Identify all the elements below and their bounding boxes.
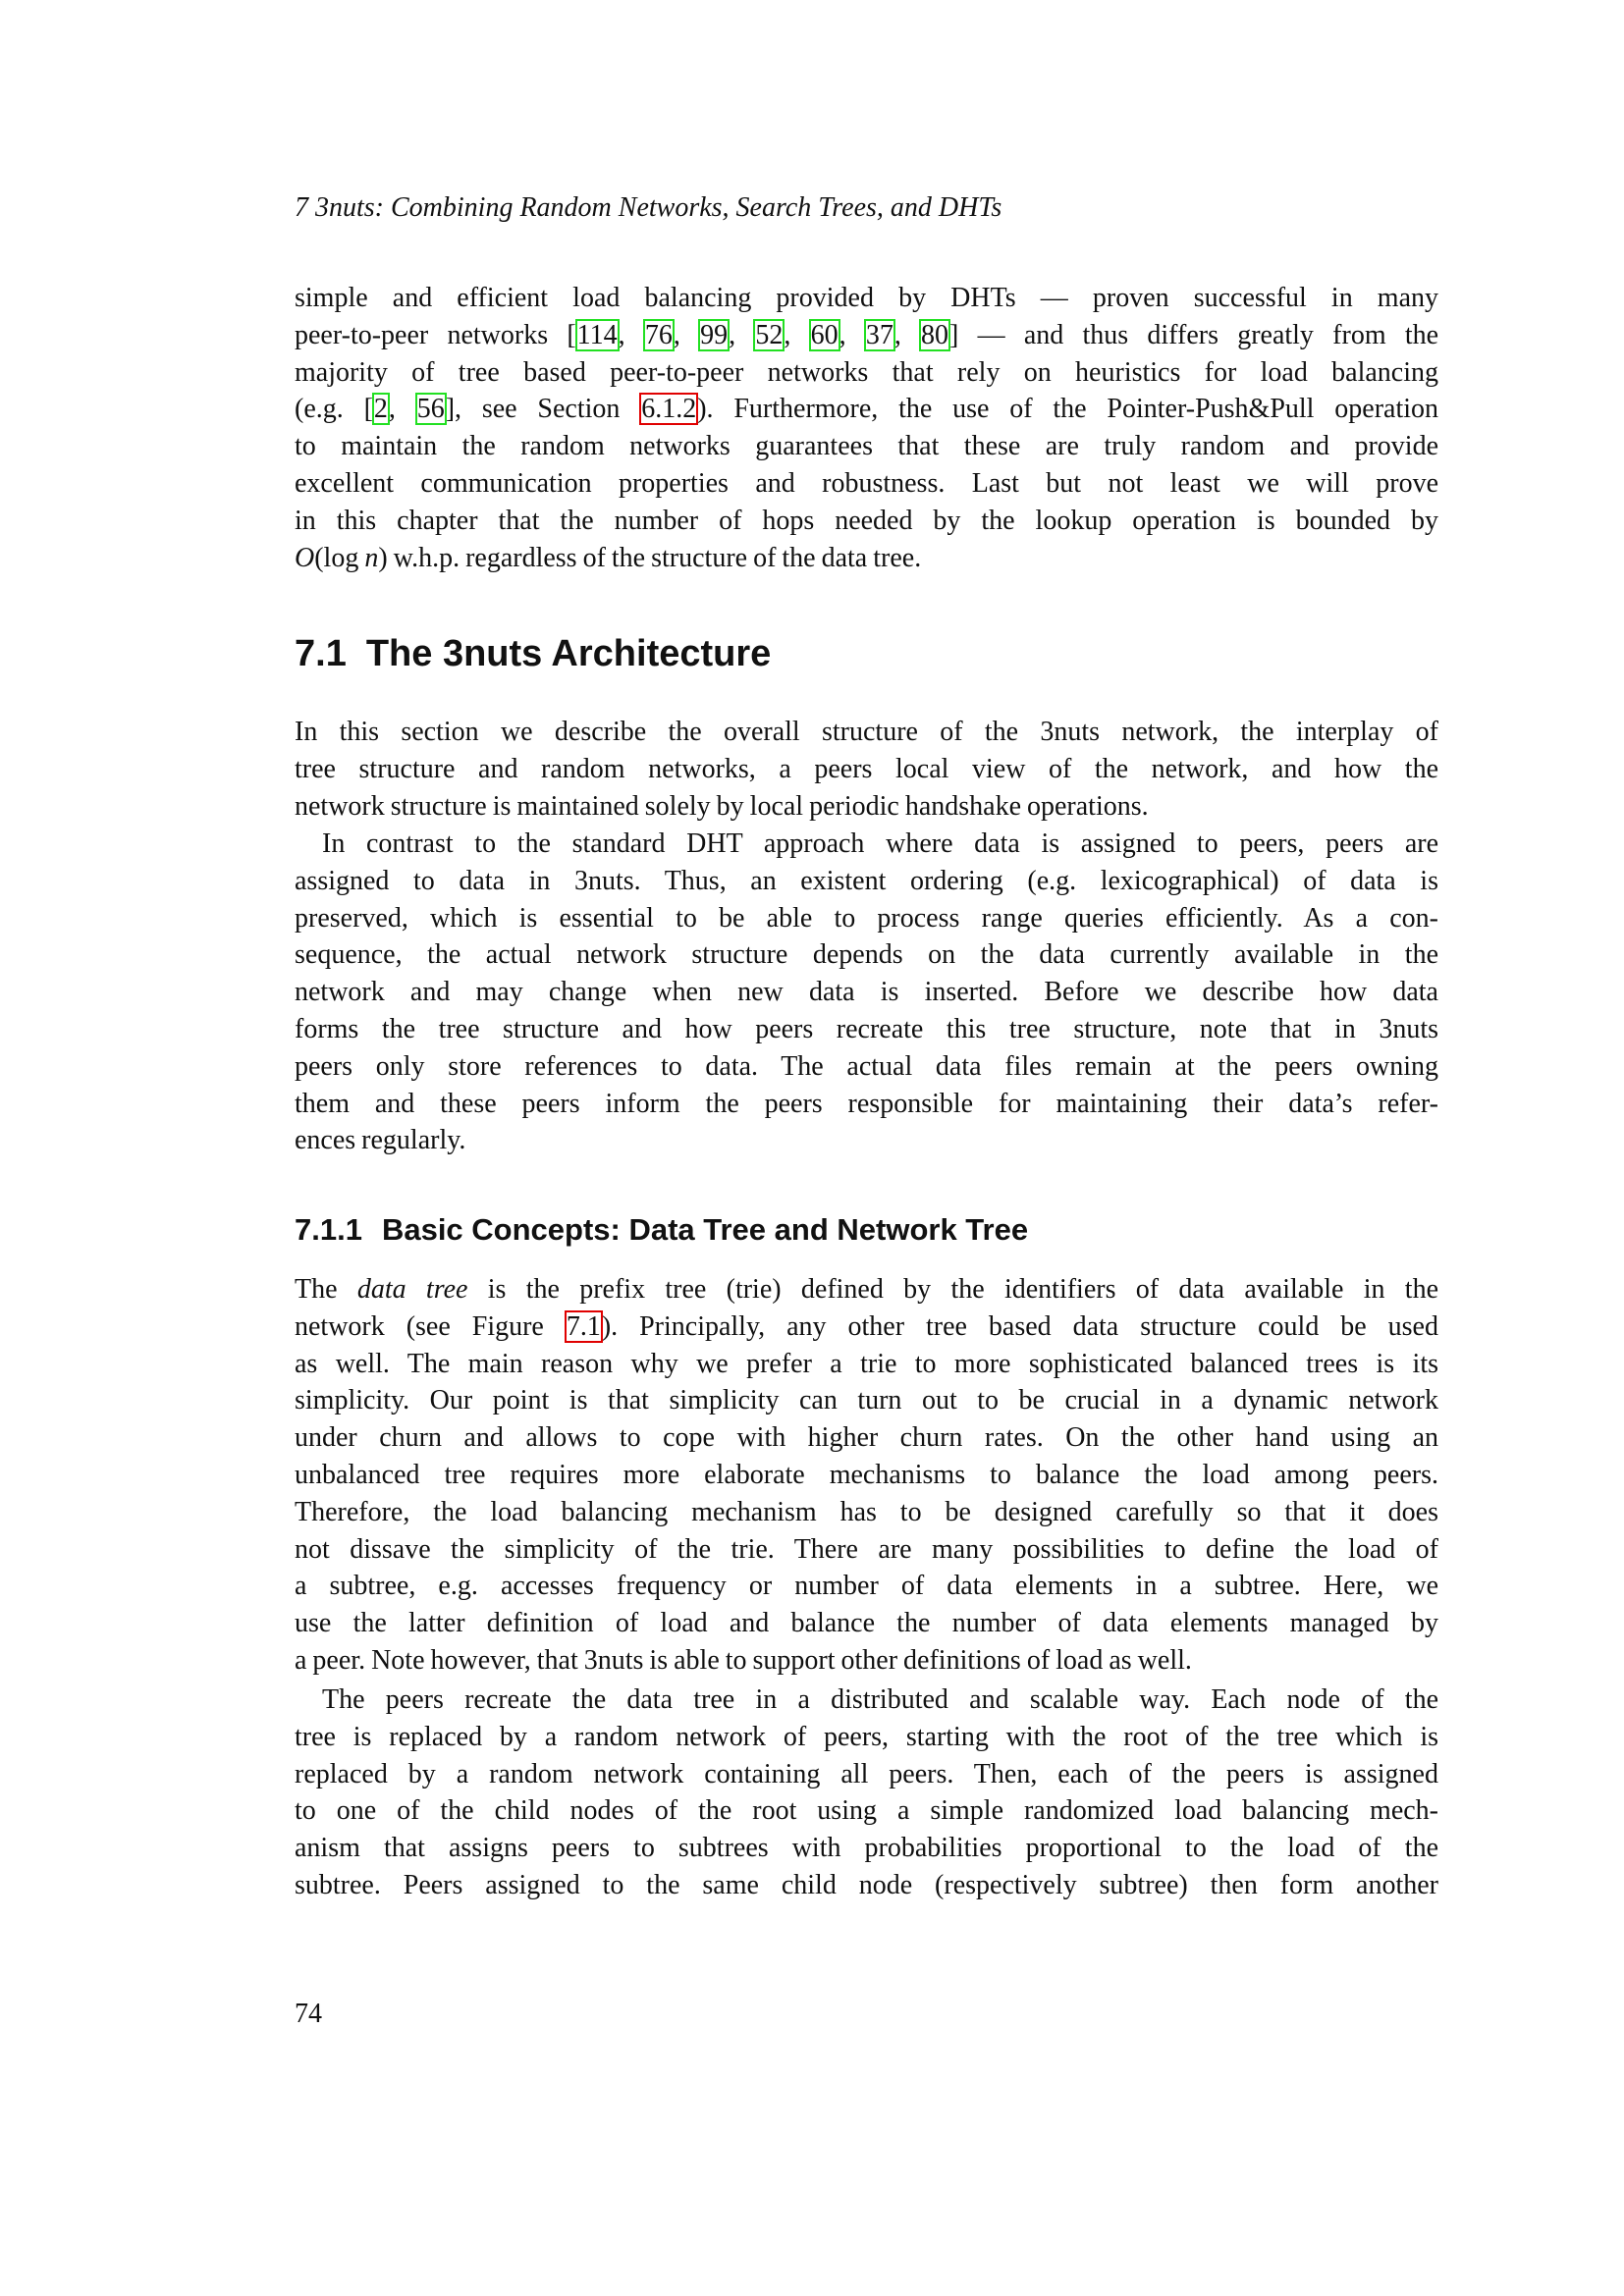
text-run: to one of the child nodes of the root using a simple randomized load balancing mech-	[295, 1795, 1438, 1827]
text-line	[295, 317, 1438, 354]
text-run: anism that assigns peers to subtrees with probabilities proportional to the load of the	[295, 1833, 1438, 1864]
text-run: assigned to data in 3nuts. Thus, an existent ordering (e.g. lexicographical) of data is	[295, 865, 1438, 896]
text-run: majority of tree based peer-to-peer networks that rely on heuristics for load balancing	[295, 356, 1438, 388]
subsection-title: Basic Concepts: Data Tree and Network Tree	[381, 1212, 1029, 1247]
paragraph-peers-recreate	[295, 1682, 1438, 1904]
text-run: ,	[784, 319, 810, 350]
cross-reference-link[interactable]: 7.1	[566, 1310, 601, 1342]
text-run: ,	[673, 319, 700, 350]
text-run: to maintain the random networks guarantees that these are truly random and provide	[295, 431, 1438, 462]
text-line	[295, 428, 1438, 465]
text-line	[295, 1792, 1438, 1830]
text-run: a peer. Note however, that 3nuts is able to support other definitions of load as well.	[295, 1644, 1192, 1676]
text-line	[295, 1382, 1438, 1419]
text-run: peer-to-peer networks [	[295, 319, 576, 350]
text-run: sequence, the actual network structure depends on the data currently available in the	[295, 939, 1438, 971]
text-run: tree structure and random networks, a peers local view of the network, and how the	[295, 753, 1438, 784]
text-line	[295, 1419, 1438, 1457]
text-run: subtree. Peers assigned to the same child node (respectively subtree) then form another	[295, 1869, 1438, 1900]
text-run: is the prefix tree (trie) defined by the identifiers of data available in the	[467, 1274, 1438, 1305]
text-line	[295, 974, 1438, 1011]
text-line	[295, 280, 1438, 317]
text-run: In this section we describe the overall structure of the 3nuts network, the interplay of	[295, 717, 1438, 747]
text-run: forms the tree structure and how peers recreate this tree structure, note that in 3nuts	[295, 1013, 1438, 1044]
section-heading	[295, 633, 771, 675]
citation-link[interactable]: 114	[576, 319, 618, 350]
paragraph-intro	[295, 280, 1438, 576]
text-line	[295, 391, 1438, 428]
text-run: simple and efficient load balancing provided by DHTs — proven successful in many	[295, 283, 1438, 313]
text-line	[295, 751, 1438, 788]
section-title: The 3nuts Architecture	[365, 633, 772, 674]
text-run: ,	[388, 394, 416, 425]
subsection-number: 7.1.1	[295, 1212, 362, 1247]
text-run: in this chapter that the number of hops needed by the lookup operation is bounded by	[295, 505, 1438, 536]
text-run: ] — and thus differs greatly from the	[949, 319, 1439, 350]
text-line	[295, 1756, 1438, 1793]
text-run: network and may change when new data is inserted. Before we describe how data	[295, 977, 1438, 1008]
text-run: ). Principally, any other tree based data structure could be used	[601, 1310, 1438, 1342]
text-run: them and these peers inform the peers responsible for maintaining their data’s refer-	[295, 1088, 1438, 1119]
text-line	[295, 788, 1438, 826]
text-run: ) w.h.p. regardless of the structure of the data tree.	[378, 542, 922, 573]
text-run: unbalanced tree requires more elaborate mechanisms to balance the load among peers.	[295, 1459, 1438, 1490]
text-line	[295, 900, 1438, 937]
text-run: simplicity. Our point is that simplicity can turn out to be crucial in a dynamic network	[295, 1385, 1438, 1416]
text-run: a subtree, e.g. accesses frequency or number of data elements in a subtree. Here, we	[295, 1571, 1438, 1602]
text-run: (e.g. [	[295, 394, 373, 425]
section-number: 7.1	[295, 633, 347, 674]
text-line	[295, 1271, 1438, 1308]
text-run: replaced by a random network containing all peers. Then, each of the peers is assigned	[295, 1758, 1438, 1789]
text-line	[295, 1308, 1438, 1346]
text-run: preserved, which is essential to be able to process range queries efficiently. As a con-	[295, 902, 1438, 934]
text-run: network structure is maintained solely by local periodic handshake operations.	[295, 790, 1149, 822]
text-line	[295, 540, 1438, 577]
citation-link[interactable]: 37	[865, 319, 893, 350]
cross-reference-link[interactable]: 6.1.2	[641, 394, 697, 425]
emphasis-text: n	[364, 542, 379, 573]
citation-link[interactable]: 80	[921, 319, 949, 350]
text-run: under churn and allows to cope with higher churn rates. On the other hand using an	[295, 1422, 1438, 1454]
text-run: ). Furthermore, the use of the Pointer-Push&Pull operation	[697, 394, 1438, 425]
text-line	[295, 1605, 1438, 1642]
text-run: ], see Section	[445, 394, 641, 425]
text-line	[295, 1830, 1438, 1867]
text-line	[295, 714, 1438, 751]
citation-link[interactable]: 2	[373, 394, 388, 425]
text-run: as well. The main reason why we prefer a trie to more sophisticated balanced trees is its	[295, 1348, 1438, 1379]
citation-link[interactable]: 99	[700, 319, 729, 350]
paragraph-architecture-contrast	[295, 826, 1438, 1159]
text-line	[295, 1011, 1438, 1048]
text-line	[295, 1719, 1438, 1756]
text-line	[295, 1642, 1438, 1680]
paragraph-data-tree	[295, 1271, 1438, 1680]
citation-link[interactable]: 56	[416, 394, 445, 425]
text-run: The peers recreate the data tree in a distributed and scalable way. Each node of the	[322, 1684, 1438, 1715]
text-run: peers only store references to data. The actual data files remain at the peers owning	[295, 1050, 1438, 1082]
text-line	[295, 1531, 1438, 1569]
text-run: tree is replaced by a random network of peers, starting with the root of the tree which is	[295, 1721, 1438, 1752]
text-line	[295, 936, 1438, 974]
text-line	[295, 1346, 1438, 1383]
text-line	[295, 1682, 1438, 1719]
text-run: ,	[618, 319, 644, 350]
emphasis-text: O	[295, 542, 315, 573]
text-line	[295, 863, 1438, 900]
text-run: (log	[314, 542, 365, 573]
text-line	[295, 465, 1438, 503]
emphasis-text: data tree	[356, 1274, 468, 1305]
text-run: network (see Figure	[295, 1310, 566, 1342]
text-line	[295, 1048, 1438, 1086]
text-run: In contrast to the standard DHT approach where data is assigned to peers, peers are	[322, 828, 1438, 859]
text-run: not dissave the simplicity of the trie. There are many possibilities to define the load of	[295, 1533, 1438, 1565]
running-header: 7 3nuts: Combining Random Networks, Search Trees, and DHTs	[295, 192, 1002, 223]
text-line	[295, 1494, 1438, 1531]
citation-link[interactable]: 76	[644, 319, 673, 350]
text-run: excellent communication properties and robustness. Last but not least we will prove	[295, 467, 1438, 499]
text-run: ,	[893, 319, 921, 350]
text-run: The	[295, 1274, 357, 1305]
text-run: ,	[729, 319, 755, 350]
subsection-heading	[295, 1212, 1028, 1248]
citation-link[interactable]: 52	[755, 319, 784, 350]
text-line	[295, 503, 1438, 540]
citation-link[interactable]: 60	[810, 319, 839, 350]
text-line	[295, 1086, 1438, 1123]
text-line	[295, 354, 1438, 392]
page-number: 74	[295, 1999, 322, 2029]
text-line	[295, 1867, 1438, 1904]
text-line	[295, 1568, 1438, 1605]
text-line	[295, 826, 1438, 863]
paragraph-architecture-overview	[295, 714, 1438, 825]
text-run: ences regularly.	[295, 1125, 466, 1156]
text-line	[295, 1122, 1438, 1159]
text-run: Therefore, the load balancing mechanism has to be designed carefully so that it does	[295, 1496, 1438, 1527]
text-line	[295, 1457, 1438, 1494]
text-run: use the latter definition of load and balance the number of data elements managed by	[295, 1608, 1438, 1639]
text-run: ,	[839, 319, 865, 350]
